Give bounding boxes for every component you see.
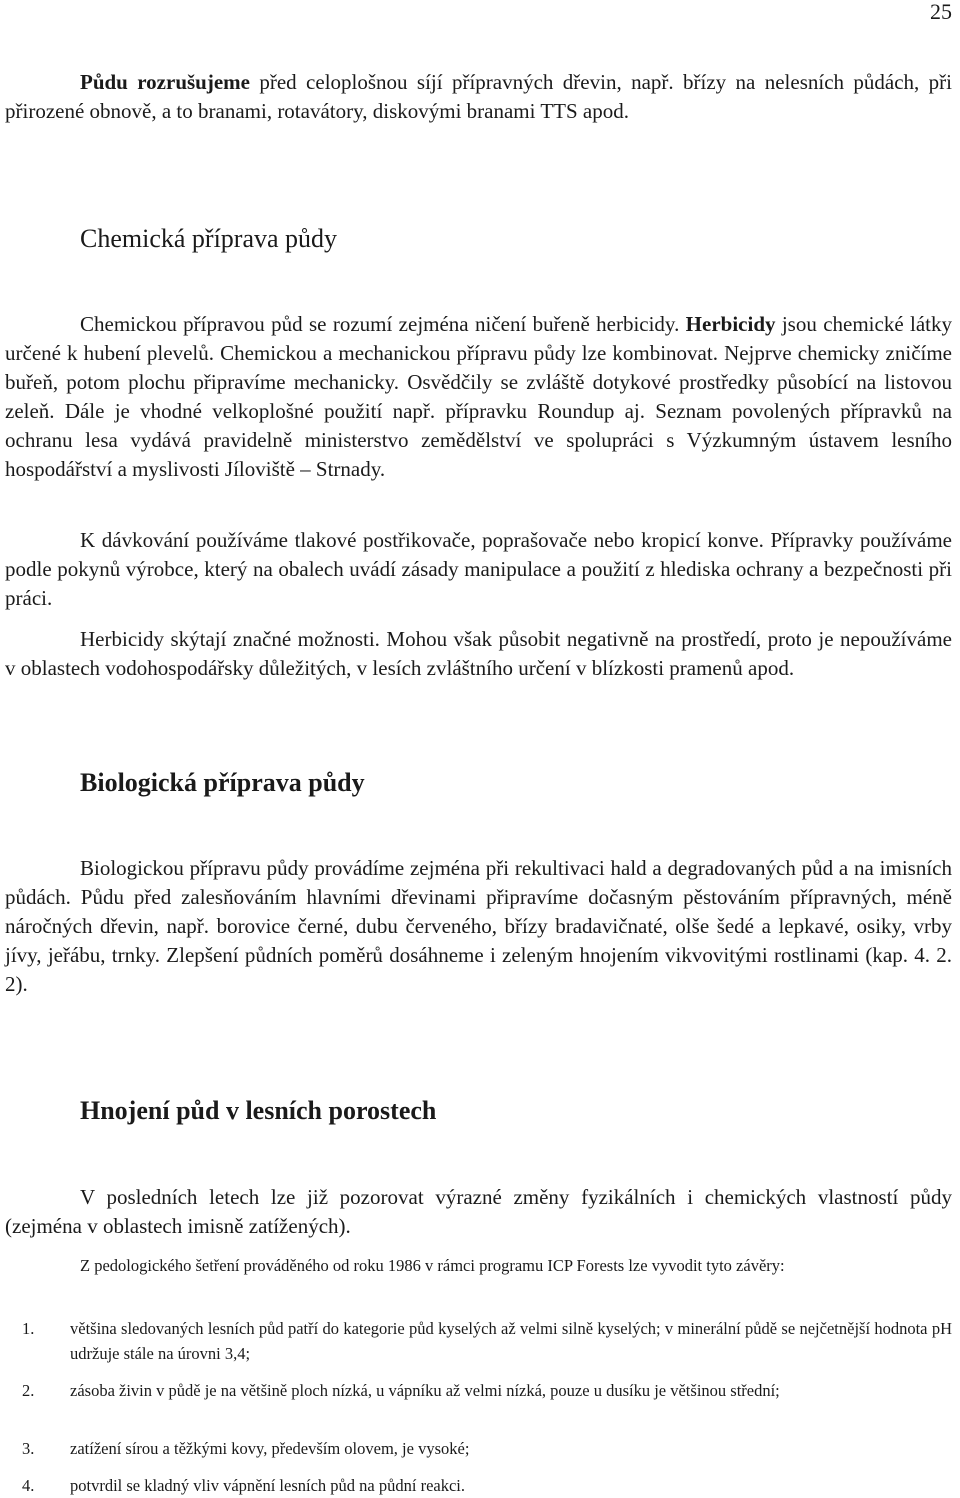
list-text: zásoba živin v půdě je na většině ploch nízká, u vápníku až velmi nízká, pouze u dusíku je většinou střední; bbox=[70, 1381, 780, 1400]
list-number: 4. bbox=[22, 1476, 35, 1495]
paragraph-text: Chemickou přípravou půd se rozumí zejména ničení buřeně herbicidy. bbox=[80, 312, 686, 336]
paragraph-herbicides: Herbicidy skýtají značné možnosti. Mohou však působit negativně na prostředí, proto je nepoužíváme v oblastech vodohospodářsky důležitých, v lesích zvláštního určení v blízkosti pramenů apod. bbox=[5, 627, 952, 680]
list-number: 2. bbox=[22, 1381, 35, 1400]
paragraph-survey: Z pedologického šetření prováděného od roku 1986 v rámci programu ICP Forests lze vyvodit tyto závěry: bbox=[80, 1256, 785, 1275]
paragraph-soil-changes: V posledních letech lze již pozorovat výrazné změny fyzikálních i chemických vlastností půdy (zejména v oblastech imisně zatížených). bbox=[5, 1185, 952, 1238]
bold-term: Herbicidy bbox=[685, 312, 776, 336]
paragraph-dosing: K dávkování používáme tlakové postřikovače, poprašovače nebo kropicí konve. Přípravky používáme podle pokynů výrobce, který na obalech uvádí zásady manipulace a použití z hlediska ochrany a bezpečnosti při práci. bbox=[5, 528, 952, 610]
list-number: 1. bbox=[22, 1319, 35, 1338]
list-item bbox=[5, 1473, 952, 1498]
list-item bbox=[5, 1316, 952, 1366]
section-heading-biological: Biologická příprava půdy bbox=[80, 768, 365, 797]
list-text: potvrdil se kladný vliv vápnění lesních půd na půdní reakci. bbox=[70, 1476, 465, 1495]
page-number: 25 bbox=[930, 0, 952, 24]
paragraph-text: jsou chemické látky určené k hubení plevelů. Chemickou a mechanickou přípravu půdy lze kombinovat. Nejprve chemicky zničíme buřeň, potom plochu připravíme mechanicky. Osvědčily se zvláště dotykové prostředky působící na listovou zeleň. Dále je vhodné velkoplošné použití např. přípravku Roundup aj. Seznam povolených přípravků na ochranu lesa vydává pravidelně ministerstvo zemědělství ve spolupráci s Výzkumným ústavem lesního hospodářství a myslivosti Jíloviště – Strnady. bbox=[5, 312, 952, 481]
list-item bbox=[5, 1378, 952, 1403]
paragraph-chemical-prep bbox=[5, 310, 952, 484]
section-heading-chemical: Chemická příprava půdy bbox=[80, 224, 338, 253]
paragraph-biological-prep: Biologickou přípravu půdy provádíme zejména při rekultivaci hald a degradovaných půd a na imisních půdách. Půdu před zalesňováním hlavními dřevinami připravíme dočasným pěstováním přípravných, méně náročných dřevin, např. borovice černé, dubu červeného, břízy bradavičnaté, olše šedé a lepkavé, osiky, vrby jívy, jeřábu, trnky. Zlepšení půdních poměrů dosáhneme i zeleným hnojením vikvovitými rostlinami (kap. 4. 2. 2). bbox=[5, 856, 952, 996]
list-number: 3. bbox=[22, 1439, 35, 1458]
paragraph-text: před celoplošnou síjí přípravných dřevin, např. břízy na nelesních půdách, při přirozené obnově, a to branami, rotavátory, diskovými branami TTS apod. bbox=[5, 70, 952, 123]
bold-term: Půdu rozrušujeme bbox=[80, 70, 250, 94]
list-text: zatížení sírou a těžkými kovy, především olovem, je vysoké; bbox=[70, 1439, 470, 1458]
section-heading-fertilizing: Hnojení půd v lesních porostech bbox=[80, 1096, 437, 1125]
list-item bbox=[5, 1436, 952, 1461]
list-text: většina sledovaných lesních půd patří do kategorie půd kyselých až velmi silně kyselých; v minerální půdě se nejčetnější hodnota pH udržuje stále na úrovni 3,4; bbox=[70, 1319, 952, 1363]
paragraph-soil-loosening bbox=[5, 68, 952, 126]
